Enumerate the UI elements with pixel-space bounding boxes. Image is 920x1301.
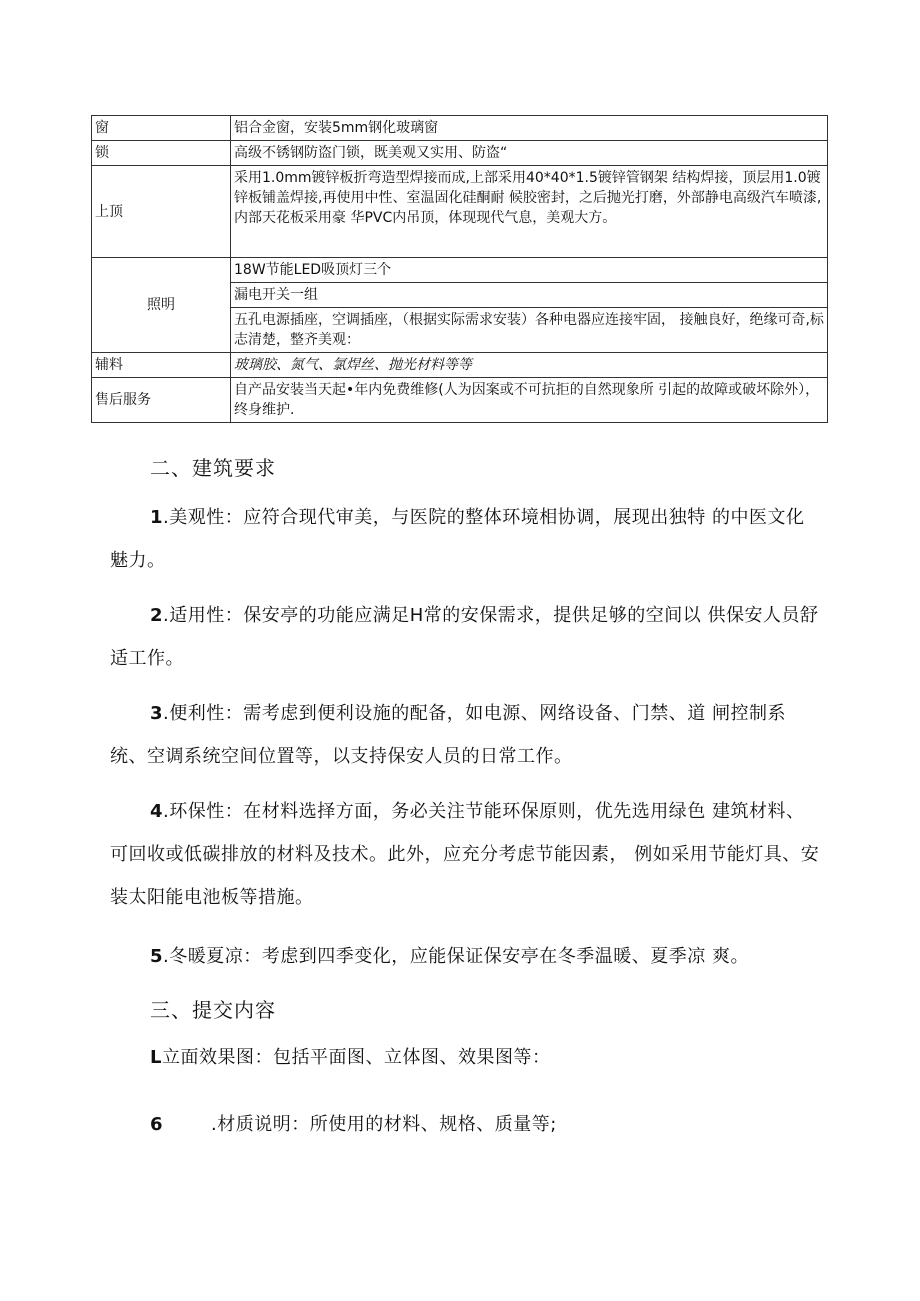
row-value: 五孔电源插座，空调插座，（根据实际需求安装）各种电器应连接牢固， 接触良好，绝缘可奇,标志清楚，整齐美观： <box>231 308 828 353</box>
spec-table <box>91 115 828 423</box>
item-number: L <box>150 1047 162 1068</box>
table-row <box>92 353 828 378</box>
row-label: 照明 <box>92 258 231 353</box>
item-text: 立面效果图：包括平面图、立体图、效果图等： <box>161 1047 551 1068</box>
section-heading: 二、建筑要求 <box>150 456 276 480</box>
table-row <box>92 258 828 283</box>
item-text: .适用性：保安亭的功能应满足H常的安保需求，提供足够的空间以 供保安人员舒适工作。 <box>110 605 819 669</box>
table-row <box>92 378 828 423</box>
item-number: 3 <box>150 703 164 724</box>
row-value-text: 玻璃胶、氮气、氯焊丝、抛光材料等等 <box>234 357 472 373</box>
item-number: 4 <box>150 801 164 822</box>
row-value: 18W节能LED吸顶灯三个 <box>231 258 828 283</box>
table-row <box>92 116 828 141</box>
section-heading: 三、提交内容 <box>150 998 276 1022</box>
requirement-item <box>110 496 822 582</box>
item-number: 1 <box>150 507 164 528</box>
submission-item <box>150 1043 550 1069</box>
row-value <box>231 353 828 378</box>
item-text: .材质说明：所使用的材料、规格、质量等; <box>211 1114 557 1135</box>
item-number: 5 <box>150 946 164 967</box>
row-label: 锁 <box>92 141 231 166</box>
submission-item <box>150 1110 557 1136</box>
row-value: 自产品安装当天起•年内免费维修(人为因案或不可抗拒的自然现象所 引起的故障或破坏除外），终身维护. <box>231 378 828 423</box>
item-text: .冬暖夏凉：考虑到四季变化，应能保证保安亭在冬季温暖、夏季凉 爽。 <box>163 946 749 967</box>
item-text: .便利性：需考虑到便利设施的配备，如电源、网络设备、门禁、道 闸控制系统、空调系统空间位置等，以支持保安人员的日常工作。 <box>110 703 786 767</box>
requirement-item <box>110 790 822 919</box>
row-value: 采用1.0mm镀锌板折弯造型焊接而成,上部采用40*40*1.5镀锌管钢架 结构焊接，顶层用1.0镀锌板铺盖焊接,再使用中性、室温固化硅酮耐 候胶密封，之后抛光打磨，外部静电高级汽车喷漆,内部天花板采用豪 华PVC内吊顶，体现现代气息，美观大方。 <box>231 166 828 258</box>
table-row <box>92 166 828 258</box>
requirement-item <box>110 935 822 978</box>
row-label: 售后服务 <box>92 378 231 423</box>
table-row <box>92 141 828 166</box>
row-label: 辅料 <box>92 353 231 378</box>
row-label: 上顶 <box>92 166 231 258</box>
item-number: 2 <box>150 605 164 626</box>
item-number: 6 <box>150 1114 164 1135</box>
row-value: 漏电开关一组 <box>231 283 828 308</box>
row-value: 铝合金窗，安装5mm钢化玻璃窗 <box>231 116 828 141</box>
item-text: .环保性：在材料选择方面，务必关注节能环保原则，优先选用绿色 建筑材料、可回收或低碳排放的材料及技术。此外，应充分考虑节能因素， 例如采用节能灯具、安装太阳能电池板等措施。 <box>110 801 820 908</box>
item-text: .美观性：应符合现代审美，与医院的整体环境相协调，展现出独特 的中医文化魅力。 <box>110 507 805 571</box>
row-value: 高级不锈钢防盗门锁，既美观又实用、防盗“ <box>231 141 828 166</box>
row-label: 窗 <box>92 116 231 141</box>
requirement-item <box>110 692 822 778</box>
requirement-item <box>110 594 822 680</box>
